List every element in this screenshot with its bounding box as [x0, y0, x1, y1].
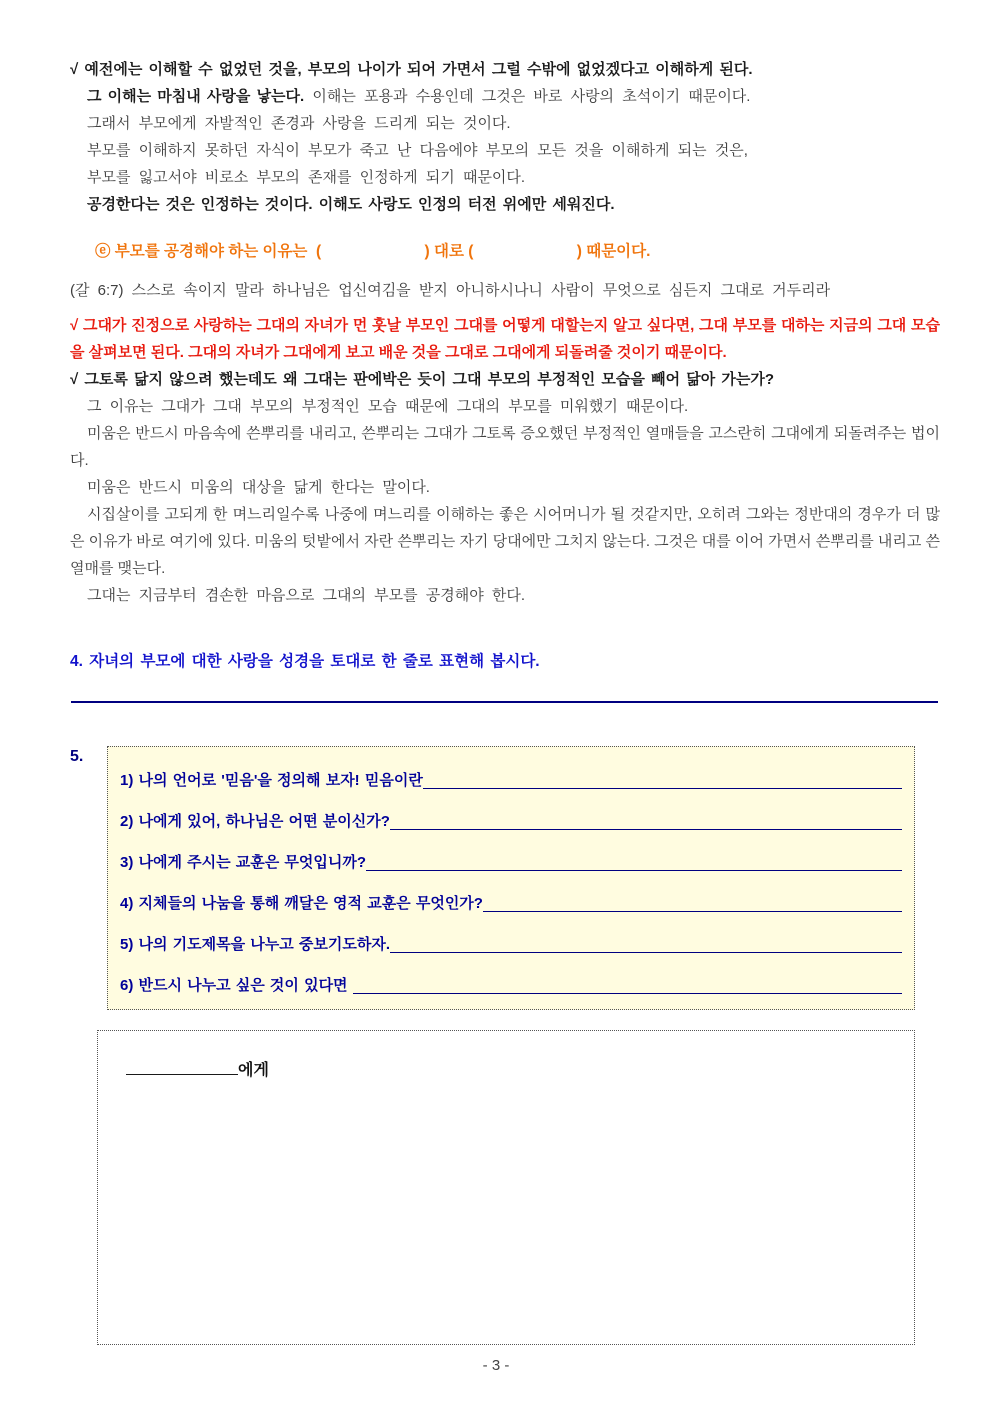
section-divider-line	[71, 701, 938, 703]
recipient-name-blank	[126, 1060, 238, 1075]
answer-blank-6	[353, 975, 902, 994]
intro-line-1: √ 예전에는 이해할 수 없었던 것을, 부모의 나이가 되어 가면서 그럴 수밖에 없었겠다고 이해하게 된다.	[70, 61, 753, 78]
answer-blank-4	[483, 893, 902, 912]
discussion-item-1-label: 1) 나의 언어로 '믿음'을 정의해 보자! 믿음이란	[120, 772, 423, 789]
passage2-line-3: 미움은 반드시 미움의 대상을 닮게 한다는 말이다.	[87, 479, 430, 496]
discussion-item-6-label: 6) 반드시 나누고 싶은 것이 있다면	[120, 977, 353, 994]
passage2-paragraph-2: 미움은 반드시 마음속에 쓴뿌리를 내리고, 쓴뿌리는 그대가 그토록 증오했던 부정적인 열매들을 고스란히 그대에게 되돌려주는 법이다.	[70, 425, 940, 469]
recipient-suffix: 에게	[238, 1062, 269, 1079]
intro-line-6: 공경한다는 것은 인정하는 것이다. 이해도 사랑도 인정의 터전 위에만 세워진다.	[87, 196, 615, 213]
discussion-item-4-label: 4) 지체들의 나눔을 통해 깨달은 영적 교훈은 무엇인가?	[120, 895, 483, 912]
discussion-item-5	[120, 923, 902, 964]
answer-blank-1	[423, 770, 902, 789]
section5-number: 5.	[70, 748, 84, 765]
intro-line-2-rest: 이해는 포용과 수용인데 그것은 바로 사랑의 초석이기 때문이다.	[304, 88, 751, 105]
discussion-item-1	[120, 759, 902, 800]
answer-blank-5	[390, 934, 902, 953]
answer-blank-3	[366, 852, 902, 871]
discussion-item-4	[120, 882, 902, 923]
discussion-item-2	[120, 800, 902, 841]
intro-passage	[0, 56, 992, 218]
intro-line-4: 부모를 이해하지 못하던 자식이 부모가 죽고 난 다음에야 부모의 모든 것을 이해하게 되는 것은,	[87, 142, 748, 159]
letter-writing-box	[97, 1030, 915, 1345]
section4-title: 4. 자녀의 부모에 대한 사랑을 성경을 토대로 한 줄로 표현해 봅시다.	[70, 653, 540, 670]
discussion-item-2-label: 2) 나에게 있어, 하나님은 어떤 분이신가?	[120, 813, 390, 830]
passage2-paragraph-4: 시집살이를 고되게 한 며느리일수록 나중에 며느리를 이해하는 좋은 시어머니가 될 것같지만, 오히려 그와는 정반대의 경우가 더 많은 이유가 바로 여기에 있다. 미움의 텃밭에서 자란 쓴뿌리는 자기 당대에만 그치지 않는다. 그것은 대를 이어 가면서 쓴뿌리를 내리고 쓴열매를 맺는다.	[70, 506, 940, 577]
passage2-line-1: 그 이유는 그대가 그대 부모의 부정적인 모습 때문에 그대의 부모를 미워했기 때문이다.	[87, 398, 689, 415]
discussion-box	[107, 746, 915, 1010]
intro-line-3: 그래서 부모에게 자발적인 존경과 사랑을 드리게 되는 것이다.	[87, 115, 511, 132]
letter-recipient-line	[126, 1057, 914, 1079]
discussion-item-3-label: 3) 나에게 주시는 교훈은 무엇입니까?	[120, 854, 367, 871]
passage2-line-5: 그대는 지금부터 겸손한 마음으로 그대의 부모를 공경해야 한다.	[87, 587, 526, 604]
answer-blank-2	[390, 811, 902, 830]
discussion-item-6	[120, 964, 902, 1005]
section-5	[0, 746, 992, 1010]
warning-paragraph: √ 그대가 진정으로 사랑하는 그대의 자녀가 먼 훗날 부모인 그대를 어떻게 대할는지 알고 싶다면, 그대 부모를 대하는 지금의 그대 모습을 살펴보면 된다. 그대의 자녀가 그대에게 보고 배운 것을 그대로 그대에게 되돌려줄 것이기 때문이다.	[70, 317, 940, 361]
fill-in-blank-question: ⓔ 부모를 공경해야 하는 이유는 ( ) 대로 ( ) 때문이다.	[95, 243, 651, 260]
intro-line-5: 부모를 잃고서야 비로소 부모의 존재를 인정하게 되기 때문이다.	[87, 169, 526, 186]
scripture-verse: (갈 6:7) 스스로 속이지 말라 하나님은 업신여김을 받지 아니하시나니 사람이 무엇으로 심든지 그대로 거두리라	[70, 282, 831, 299]
discussion-item-3	[120, 841, 902, 882]
page-number: - 3 -	[482, 1357, 510, 1374]
passage2-heading: √ 그토록 닮지 않으려 했는데도 왜 그대는 판에박은 듯이 그대 부모의 부정적인 모습을 빼어 닮아 가는가?	[70, 371, 775, 388]
intro-line-2	[70, 83, 942, 110]
intro-line-2-bold: 그 이해는 마침내 사랑을 낳는다.	[87, 88, 305, 105]
discussion-item-5-label: 5) 나의 기도제목을 나누고 중보기도하자.	[120, 936, 391, 953]
passage-2	[0, 366, 992, 609]
